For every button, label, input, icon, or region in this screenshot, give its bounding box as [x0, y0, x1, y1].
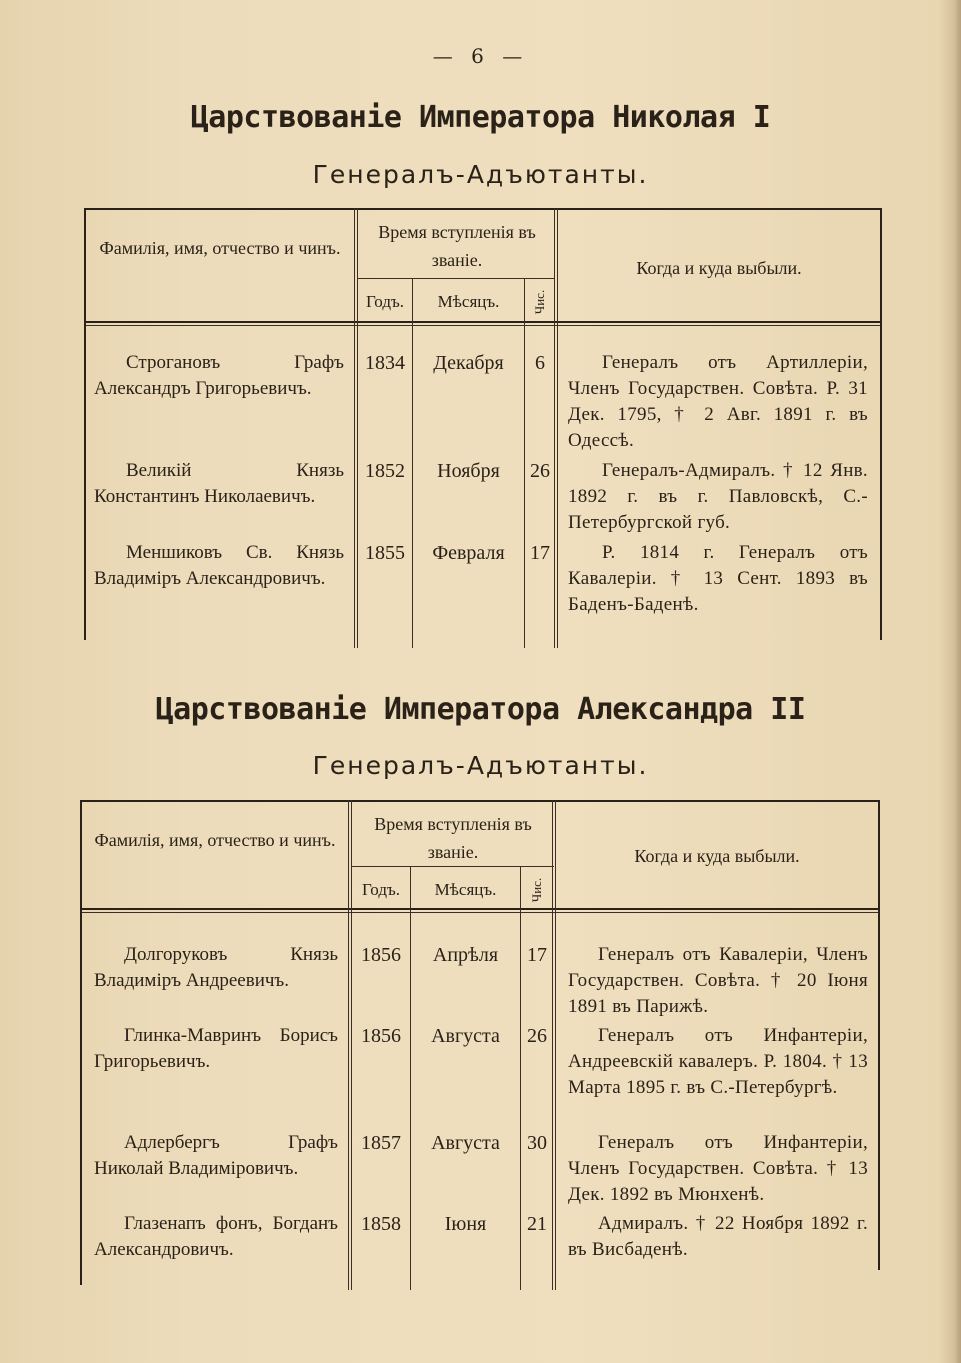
section-1-table — [84, 208, 882, 648]
page-edge-shadow — [939, 0, 961, 1363]
row-name: Глазенапъ фонъ, Богданъ Александровичъ. — [94, 1213, 338, 1260]
row-month: Декабря — [433, 352, 504, 374]
header-left: Когда и куда выбыли. — [634, 846, 800, 866]
row-day: 26 — [530, 460, 550, 482]
section-2-title: Царствованіе Императора Александра II — [155, 692, 806, 727]
row-month: Ноября — [437, 460, 500, 482]
row-note: Р. 1814 г. Генералъ отъ Кавалеріи. † 13 Сент. 1893 въ Баденъ-Баденѣ. — [568, 542, 868, 615]
row-note: Генералъ отъ Инфантеріи, Членъ Государствен. Совѣта. † 13 Дек. 1892 въ Мюнхенѣ. — [568, 1132, 868, 1205]
row-note: Генералъ отъ Кавалеріи, Членъ Государствен. Совѣта. † 20 Іюня 1891 въ Парижѣ. — [568, 944, 868, 1017]
header-name: Фамилія, имя, отчество и чинъ. — [99, 238, 341, 258]
header-month: Мѣсяцъ. — [434, 880, 497, 899]
section-1-title: Царствованіе Императора Николая I — [190, 100, 771, 135]
row-day: 26 — [527, 1025, 547, 1047]
row-year: 1857 — [361, 1132, 401, 1154]
row-month: Августа — [431, 1025, 500, 1047]
row-month: Февраля — [432, 542, 505, 564]
row-day: 17 — [530, 542, 550, 564]
header-name: Фамилія, имя, отчество и чинъ. — [94, 830, 336, 850]
header-year: Годъ. — [365, 292, 405, 311]
header-time: Время вступленія въ званіе. — [378, 222, 536, 270]
header-year: Годъ. — [361, 880, 401, 899]
header-time: Время вступленія въ званіе. — [374, 814, 532, 862]
row-month: Апрѣля — [432, 944, 499, 966]
row-name: Строгановъ Графъ Александръ Григорьевичъ. — [94, 352, 344, 399]
page-number: — 6 — — [432, 44, 529, 68]
row-day: 6 — [535, 352, 545, 374]
row-name: Меншиковъ Св. Князь Владиміръ Александровичъ. — [94, 542, 344, 589]
row-name: Великій Князь Константинъ Николаевичъ. — [94, 460, 344, 507]
header-day: Чис. — [529, 877, 544, 903]
section-2-subtitle: Генералъ-Адъютанты. — [312, 751, 649, 780]
row-note: Адмиралъ. † 22 Ноября 1892 г. въ Висбаденѣ. — [568, 1213, 868, 1260]
row-month: Августа — [431, 1132, 500, 1154]
header-day: Чис. — [532, 289, 547, 315]
row-note: Генералъ отъ Артиллеріи, Членъ Государствен. Совѣта. Р. 31 Дек. 1795, † 2 Авг. 1891 г. въ Одессѣ. — [568, 352, 868, 451]
row-year: 1858 — [361, 1213, 401, 1235]
row-day: 30 — [527, 1132, 547, 1154]
header-month: Мѣсяцъ. — [437, 292, 500, 311]
row-year: 1852 — [365, 460, 405, 482]
row-year: 1856 — [361, 1025, 401, 1047]
row-note: Генералъ отъ Инфантеріи, Андреевскій кавалеръ. Р. 1804. † 13 Марта 1895 г. въ С.-Петербургѣ. — [568, 1025, 868, 1098]
row-month: Іюня — [444, 1213, 487, 1235]
row-name: Долгоруковъ Князь Владиміръ Андреевичъ. — [94, 944, 338, 991]
section-2-table — [80, 800, 880, 1290]
row-year: 1834 — [365, 352, 405, 374]
row-day: 17 — [527, 944, 547, 966]
row-year: 1856 — [361, 944, 401, 966]
row-name: Глинка-Мавринъ Борисъ Григорьевичъ. — [94, 1025, 338, 1072]
row-name: Адлербергъ Графъ Николай Владиміровичъ. — [94, 1132, 338, 1179]
header-left: Когда и куда выбыли. — [636, 258, 802, 278]
section-1-subtitle: Генералъ-Адъютанты. — [312, 160, 649, 189]
row-day: 21 — [527, 1213, 547, 1235]
row-note: Генералъ-Адмиралъ. † 12 Янв. 1892 г. въ г. Павловскѣ, С.-Петербургской губ. — [568, 460, 868, 533]
row-year: 1855 — [365, 542, 405, 564]
